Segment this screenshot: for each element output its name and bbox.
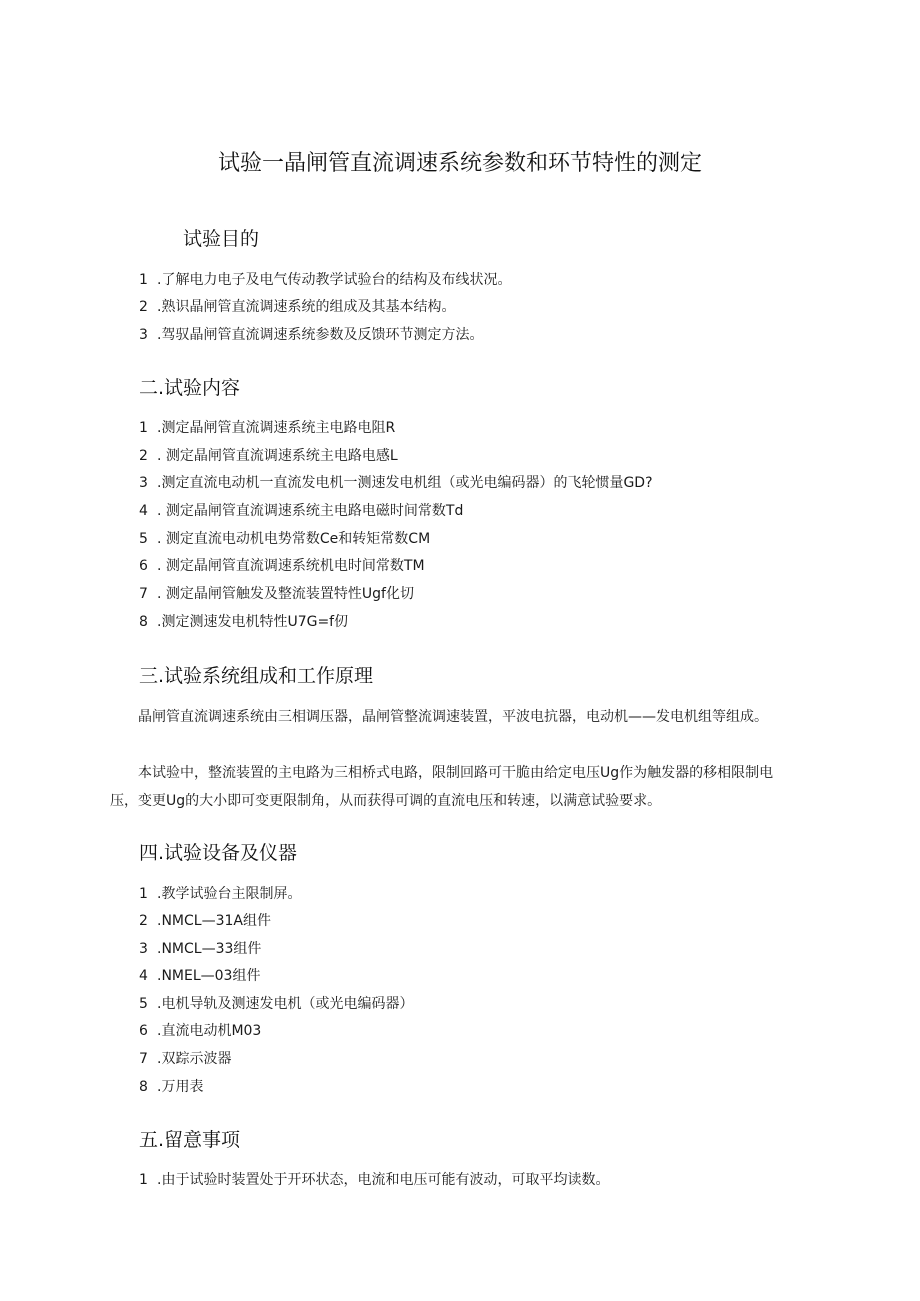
list-item: [139, 611, 348, 631]
list-item-number: 1: [139, 1172, 148, 1188]
section-heading-content: 二.试验内容: [139, 377, 241, 399]
list-item-text: . 测定晶闸管直流调速系统主电路电磁时间常数Td: [157, 503, 464, 519]
list-item: [139, 472, 653, 492]
list-item-text: .教学试验台主限制屏。: [157, 886, 302, 902]
list-item-number: 7: [139, 1051, 148, 1067]
list-item-text: .测定直流电动机一直流发电机一测速发电机组（或光电编码器）的飞轮惯量GD?: [157, 475, 653, 491]
list-item-number: 7: [139, 586, 148, 602]
list-item-text: .NMEL—03组件: [157, 968, 261, 984]
list-item-number: 5: [139, 996, 148, 1012]
list-item-number: 1: [139, 420, 148, 436]
list-item-number: 1: [139, 272, 148, 288]
list-item: [139, 938, 261, 958]
list-item: [139, 583, 414, 603]
list-item-text: . 测定晶闸管直流调速系统机电时间常数TM: [157, 558, 425, 574]
list-item-text: . 测定晶闸管触发及整流装置特性Ugf化切: [157, 586, 414, 602]
list-item: [139, 1020, 261, 1040]
page-title: 试验一晶闸管直流调速系统参数和环节特性的测定: [217, 151, 702, 176]
list-item-number: 1: [139, 886, 148, 902]
list-item-text: .测定晶闸管直流调速系统主电路电阻R: [157, 420, 396, 436]
list-item-text: .电机导轨及测速发电机（或光电编码器）: [157, 996, 414, 1012]
list-item: [139, 417, 395, 437]
list-item-text: .驾驭晶闸管直流调速系统参数及反馈环节测定方法。: [157, 327, 484, 343]
list-item-number: 2: [139, 448, 148, 464]
list-item: [139, 993, 413, 1013]
list-item-text: .双踪示波器: [157, 1051, 232, 1067]
list-item-text: .测定测速发电机特性U7G=f仞: [157, 614, 349, 630]
list-item-text: .熟识晶闸管直流调速系统的组成及其基本结构。: [157, 299, 456, 315]
list-item: [139, 1048, 231, 1068]
list-item-number: 8: [139, 1079, 148, 1095]
list-item-number: 6: [139, 1023, 148, 1039]
list-item: [139, 296, 455, 316]
list-item-text: . 测定直流电动机电势常数Ce和转矩常数CM: [157, 531, 431, 547]
section-heading-equipment: 四.试验设备及仪器: [139, 842, 298, 864]
list-item: [139, 883, 301, 903]
list-item-number: 3: [139, 941, 148, 957]
list-item-number: 3: [139, 475, 148, 491]
list-item: [139, 445, 398, 465]
list-item-text: .了解电力电子及电气传动教学试验台的结构及布线状况。: [157, 272, 512, 288]
list-item: [139, 269, 511, 289]
list-item-number: 2: [139, 299, 148, 315]
list-item: [139, 324, 483, 344]
paragraph: 本试验中，整流装置的主电路为三相桥式电路，限制回路可干脆由给定电压Ug作为触发器的移相限制电压，变更Ug的大小即可变更限制角，从而获得可调的直流电压和转速，以满意试验要求。: [110, 765, 774, 809]
list-item-number: 8: [139, 614, 148, 630]
list-item-number: 2: [139, 913, 148, 929]
list-item: [139, 500, 463, 520]
list-item-text: .万用表: [157, 1079, 204, 1095]
list-item-number: 4: [139, 503, 148, 519]
list-item-text: .NMCL—33组件: [157, 941, 262, 957]
list-item: [139, 910, 271, 930]
list-item: [139, 1076, 203, 1096]
list-item-number: 5: [139, 531, 148, 547]
list-item-number: 4: [139, 968, 148, 984]
list-item: [139, 965, 260, 985]
list-item-text: .NMCL—31A组件: [157, 913, 271, 929]
section-heading-notes: 五.留意事项: [139, 1129, 241, 1151]
list-item: [139, 555, 425, 575]
list-item-number: 6: [139, 558, 148, 574]
section-heading-principle: 三.试验系统组成和工作原理: [139, 665, 374, 687]
paragraph: 晶闸管直流调速系统由三相调压器，晶闸管整流调速装置，平波电抗器，电动机——发电机组等组成。: [138, 709, 768, 725]
list-item: [139, 528, 430, 548]
list-item-text: . 测定晶闸管直流调速系统主电路电感L: [157, 448, 398, 464]
section-heading-objectives: 试验目的: [183, 228, 260, 250]
list-item-text: .由于试验时装置处于开环状态，电流和电压可能有波动，可取平均读数。: [157, 1172, 610, 1188]
list-item-text: .直流电动机M03: [157, 1023, 262, 1039]
list-item-number: 3: [139, 327, 148, 343]
list-item: [139, 1169, 609, 1189]
